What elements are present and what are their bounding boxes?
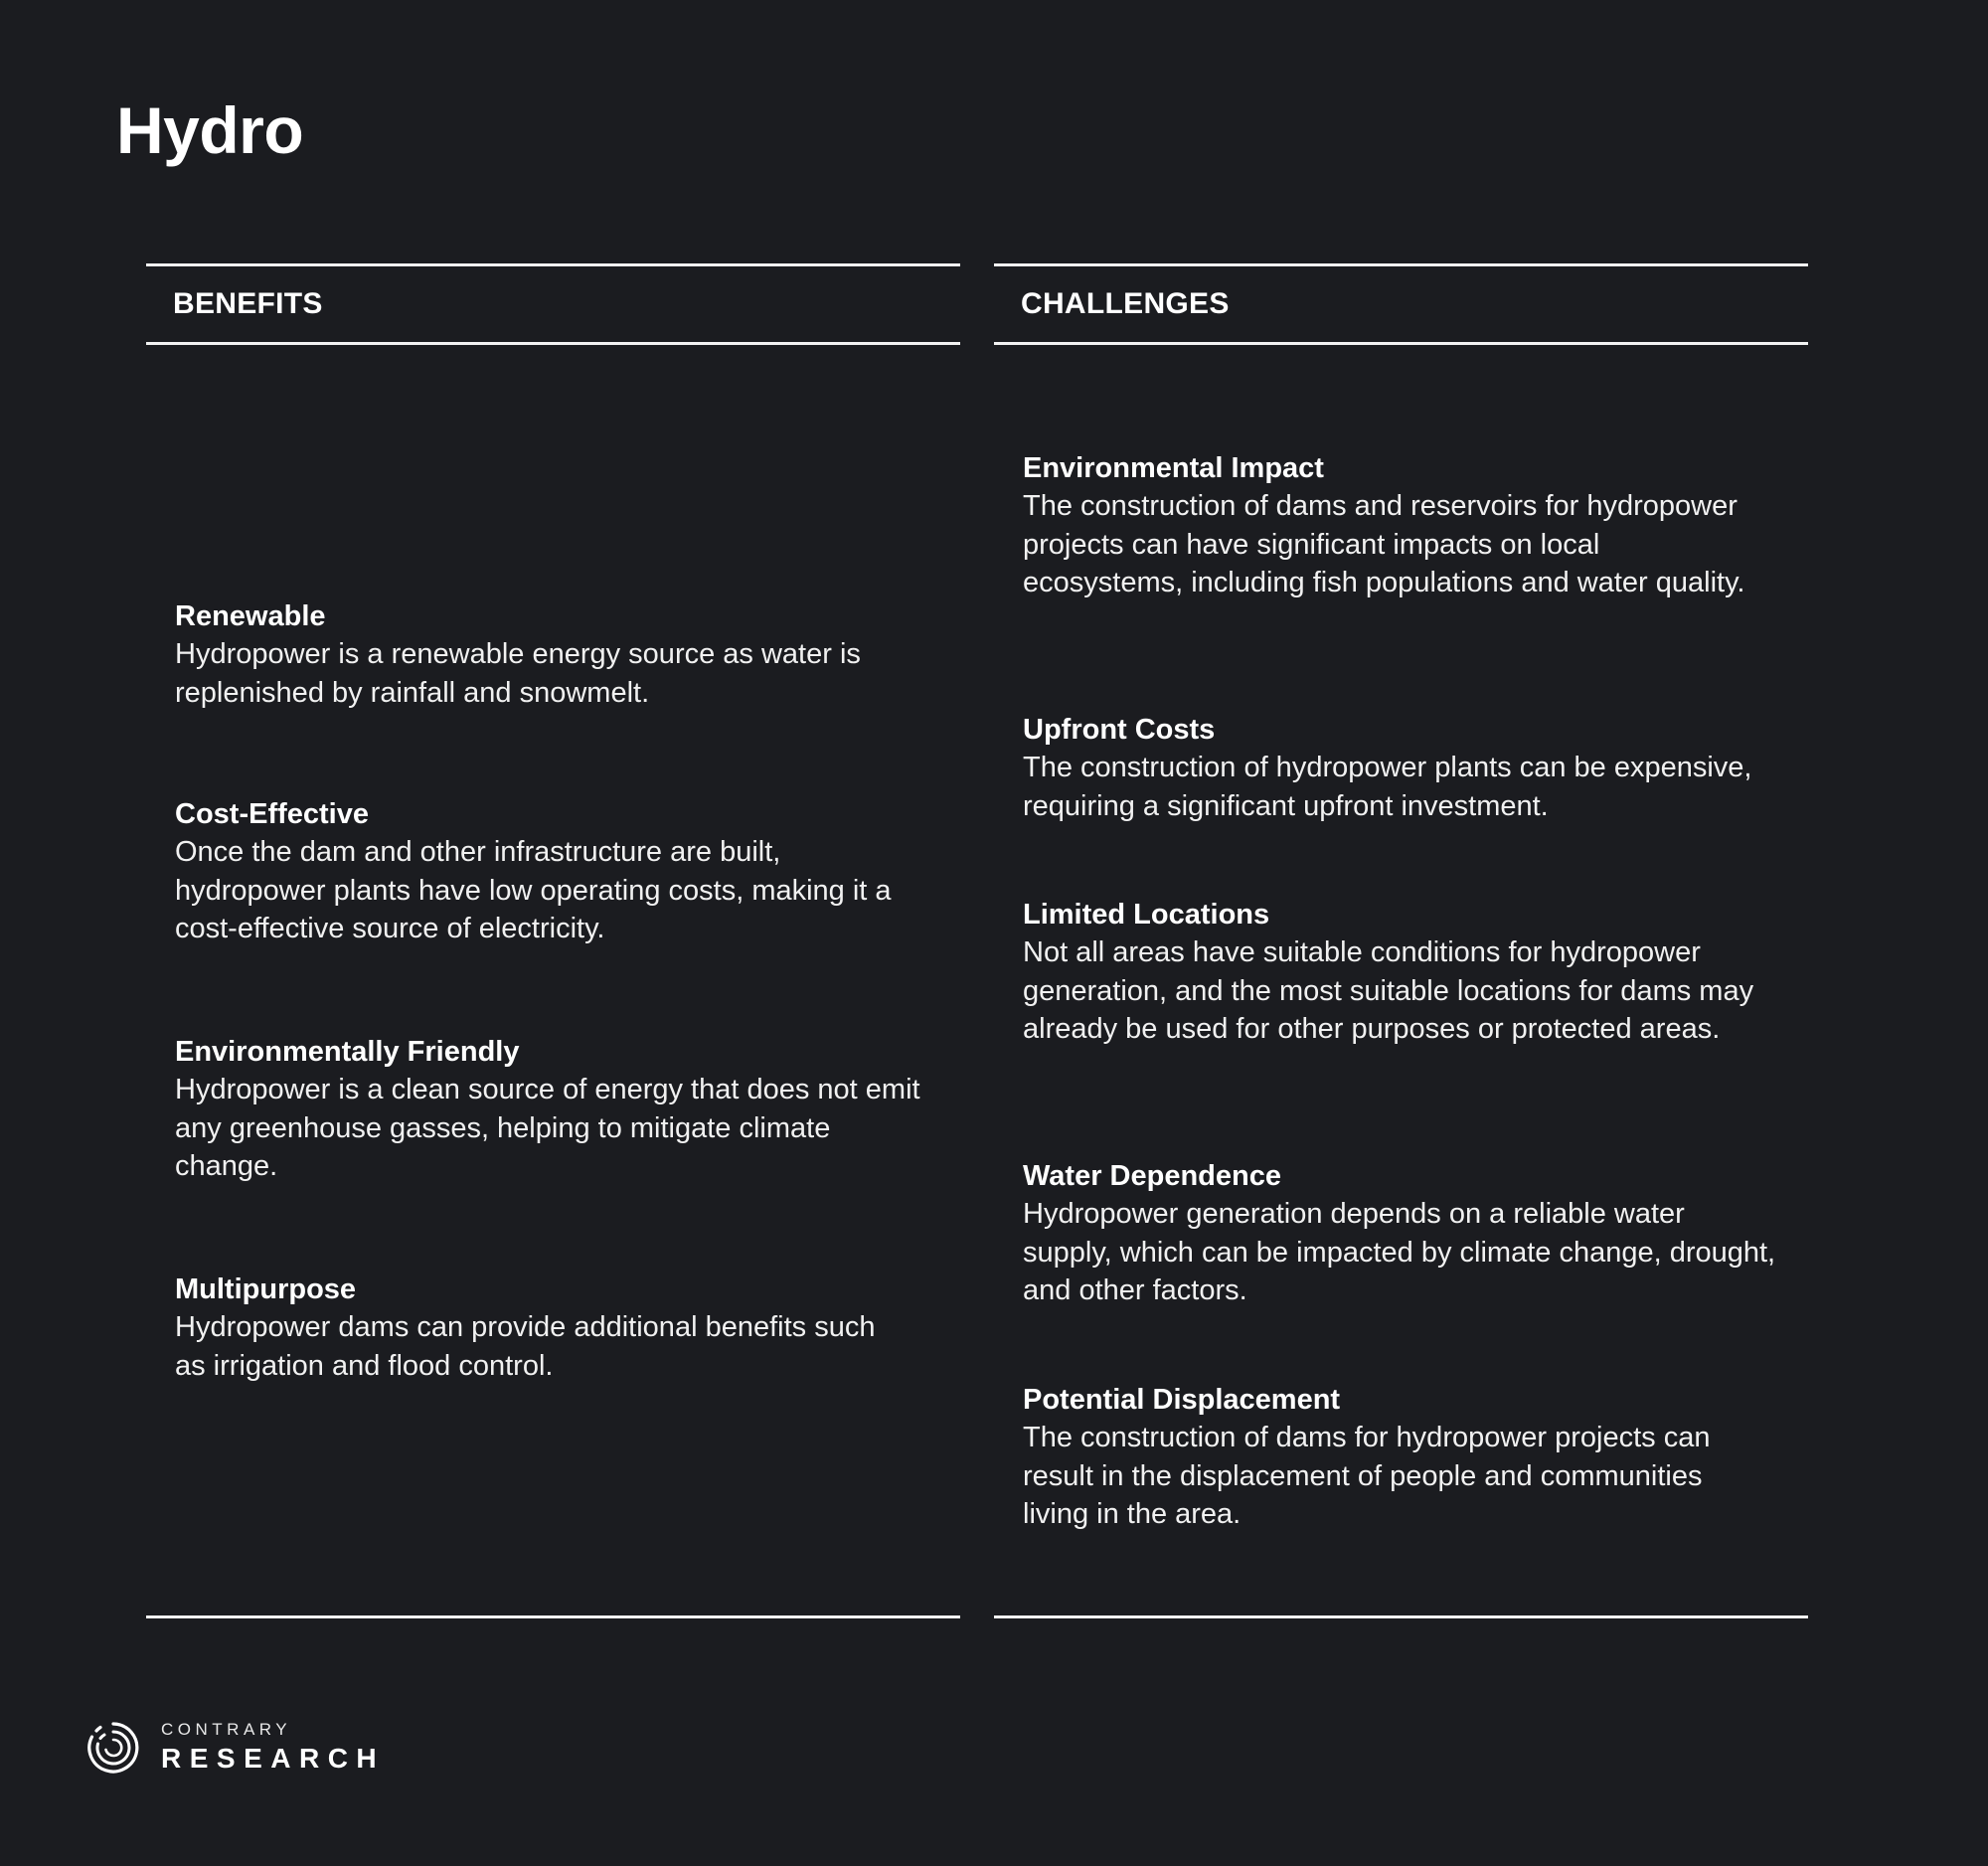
benefit-body: Hydropower is a renewable energy source as water is replenished by rainfall and snowmelt. [175, 638, 861, 709]
challenge-item-water-dependence [1023, 1157, 1788, 1310]
benefit-item-renewable [175, 597, 940, 712]
challenges-list [994, 345, 1808, 1618]
challenge-item-environmental-impact [1023, 449, 1788, 602]
benefit-body: Once the dam and other infrastructure are built, hydropower plants have low operating costs, making it a cost-effective source of electricity. [175, 836, 892, 944]
challenges-header: CHALLENGES [1021, 287, 1230, 320]
page-title: Hydro [116, 93, 304, 167]
logo-big-text: RESEARCH [161, 1743, 386, 1774]
challenge-body: The construction of hydropower plants can be expensive, requiring a significant upfront investment. [1023, 752, 1752, 822]
benefit-title: Environmentally Friendly [175, 1036, 520, 1068]
challenge-item-potential-displacement [1023, 1381, 1788, 1534]
benefits-list [146, 345, 960, 1618]
logo-small-text: CONTRARY [161, 1720, 292, 1739]
benefits-bottom-rule [146, 1615, 960, 1618]
challenge-title: Environmental Impact [1023, 452, 1324, 484]
challenge-item-upfront-costs [1023, 711, 1788, 825]
challenge-title: Potential Displacement [1023, 1384, 1341, 1416]
challenge-body: Not all areas have suitable conditions for hydropower generation, and the most suitable locations for dams may already be used for other purposes or protected areas. [1023, 936, 1754, 1045]
logo-wordmark [161, 1720, 385, 1776]
challenge-title: Upfront Costs [1023, 714, 1216, 746]
contrary-logo-icon [87, 1720, 139, 1776]
challenge-title: Limited Locations [1023, 899, 1270, 931]
benefit-body: Hydropower dams can provide additional benefits such as irrigation and flood control. [175, 1311, 876, 1382]
challenges-bottom-rule [994, 1615, 1808, 1618]
benefits-column [146, 263, 960, 1618]
benefit-title: Cost-Effective [175, 798, 369, 830]
benefit-title: Multipurpose [175, 1273, 357, 1305]
challenge-body: The construction of dams and reservoirs for hydropower projects can have significant impacts on local ecosystems, including fish populations and water quality. [1023, 490, 1745, 598]
contrary-research-logo [87, 1720, 385, 1776]
benefit-title: Renewable [175, 600, 326, 632]
benefits-header: BENEFITS [173, 287, 323, 320]
benefit-item-multipurpose [175, 1271, 940, 1385]
challenge-title: Water Dependence [1023, 1160, 1281, 1192]
challenge-body: Hydropower generation depends on a reliable water supply, which can be impacted by climate change, drought, and other factors. [1023, 1198, 1776, 1306]
benefit-item-cost-effective [175, 795, 940, 948]
benefit-item-environmentally-friendly [175, 1033, 940, 1186]
challenges-column [994, 263, 1808, 1618]
challenge-body: The construction of dams for hydropower projects can result in the displacement of people and communities living in the area. [1023, 1422, 1711, 1530]
challenge-item-limited-locations [1023, 896, 1788, 1049]
benefit-body: Hydropower is a clean source of energy that does not emit any greenhouse gasses, helping to mitigate climate change. [175, 1074, 920, 1182]
